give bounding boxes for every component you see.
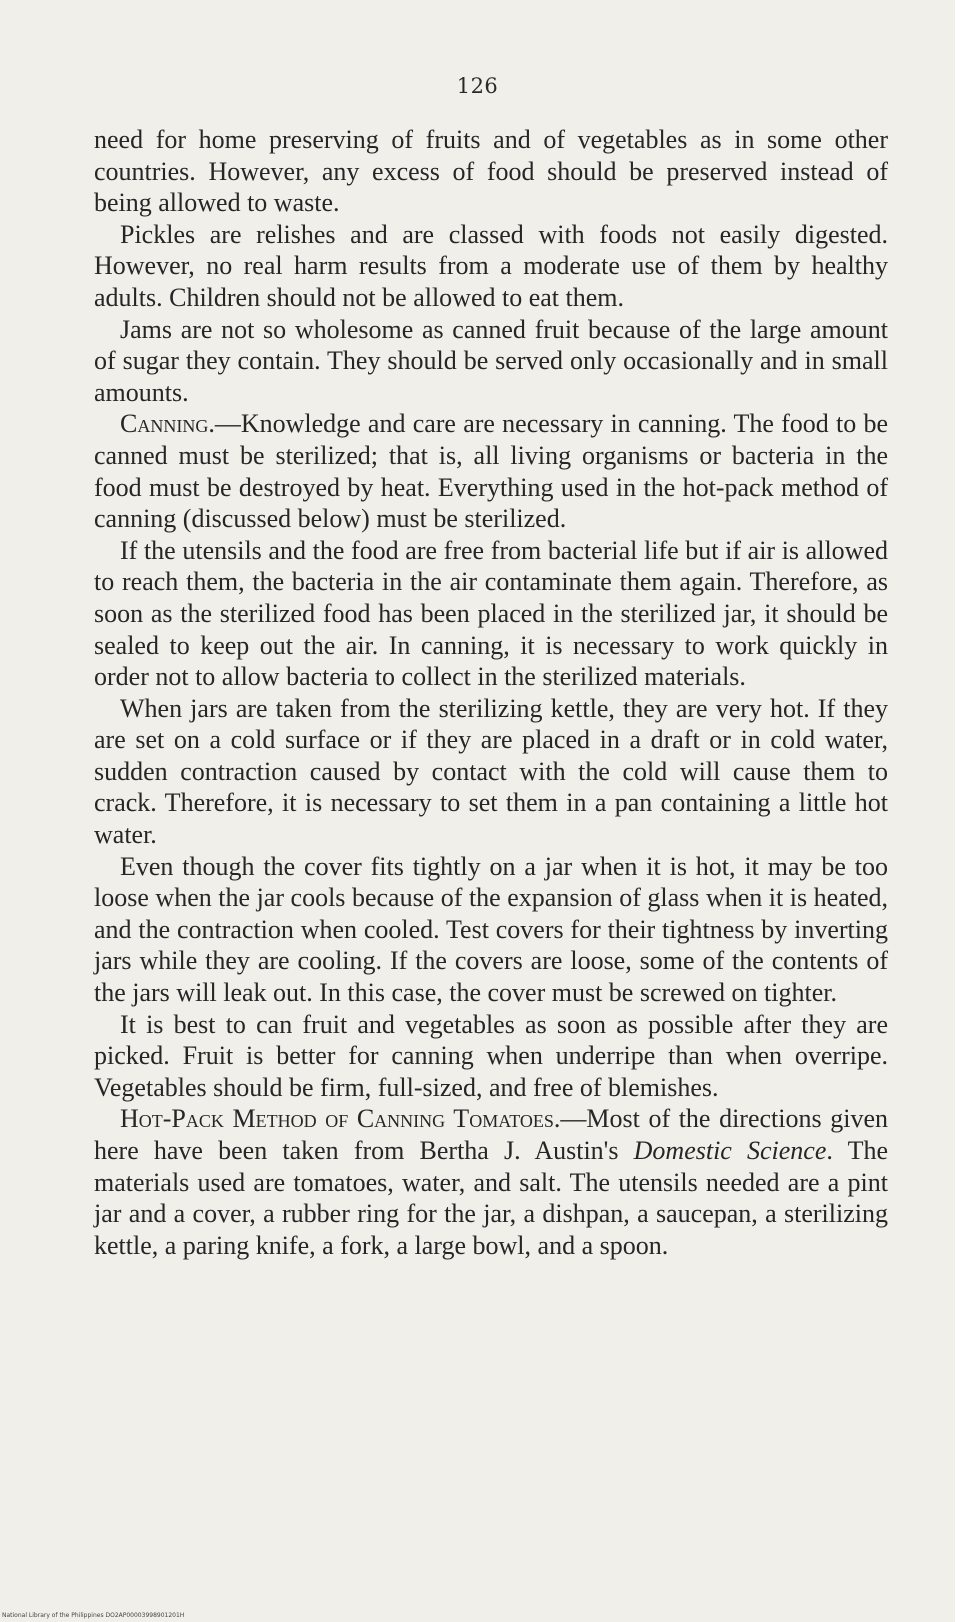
paragraph-pickles: Pickles are relishes and are classed with foods not easily digested. However, no real harm results from a moderate use of them by healthy adults. Children should not be allowed to eat them. xyxy=(94,219,888,312)
scan-footer: National Library of the Philippines DO2AP00003998901201H xyxy=(2,1612,185,1619)
paragraph-hot-pack xyxy=(94,1103,888,1261)
scan-margin xyxy=(955,0,971,1622)
paragraph-jams: Jams are not so wholesome as canned fruit because of the large amount of sugar they contain. They should be served only occasionally and in small amounts. xyxy=(94,314,888,407)
canning-heading: Canning. xyxy=(120,409,215,439)
book-title: Domestic Science xyxy=(633,1136,827,1165)
page-number: 126 xyxy=(456,74,499,98)
canning-body: —Knowledge and care are necessary in canning. The food to be canned must be sterilized; that is, all living organisms or bacteria in the food must be destroyed by heat. Everything used in the hot-pack method of canning (discussed below) must be sterilized. xyxy=(94,409,888,534)
paragraph-utensils: If the utensils and the food are free from bacterial life but if air is allowed to reach them, the bacteria in the air contaminate them again. Therefore, as soon as the sterilized food has been placed in the sterilized jar, it should be sealed to keep out the air. In canning, it is necessary to work quickly in order not to allow bacteria to collect in the sterilized materials. xyxy=(94,535,888,692)
hot-pack-body-b: . The materials used are tomatoes, water, and salt. The utensils needed are a pint jar and a cover, a rubber ring for the jar, a dishpan, a saucepan, a sterilizing kettle, a paring knife, a fork, a large bowl, and a spoon. xyxy=(94,1136,889,1260)
paragraph-canning xyxy=(94,408,888,534)
body-text xyxy=(94,124,888,1261)
hot-pack-body-a: —Most of the directions given here have been taken from Bertha J. Austin's xyxy=(94,1104,888,1165)
paragraph-freshness: It is best to can fruit and vegetables as soon as possible after they are picked. Fruit is better for canning when underripe than when overripe. Vegetables should be firm, full-sized, and free of blemishes. xyxy=(94,1009,888,1102)
paragraph-covers: Even though the cover fits tightly on a jar when it is hot, it may be too loose when the jar cools because of the expansion of glass when it is heated, and the contraction when cooled. Test covers for their tightness by inverting jars while they are cooling. If the covers are loose, some of the contents of the jars will leak out. In this case, the cover must be screwed on tighter. xyxy=(94,851,888,1008)
paragraph-continuation: need for home preserving of fruits and of vegetables as in some other countries. However, any excess of food should be preserved instead of being allowed to waste. xyxy=(94,125,888,218)
paragraph-jars-hot: When jars are taken from the sterilizing kettle, they are very hot. If they are set on a cold surface or if they are placed in a draft or in cold water, sudden contraction caused by contact with the cold will cause them to crack. Therefore, it is necessary to set them in a pan containing a little hot water. xyxy=(94,693,888,850)
hot-pack-heading: Hot-Pack Method of Canning Tomatoes. xyxy=(120,1104,561,1134)
